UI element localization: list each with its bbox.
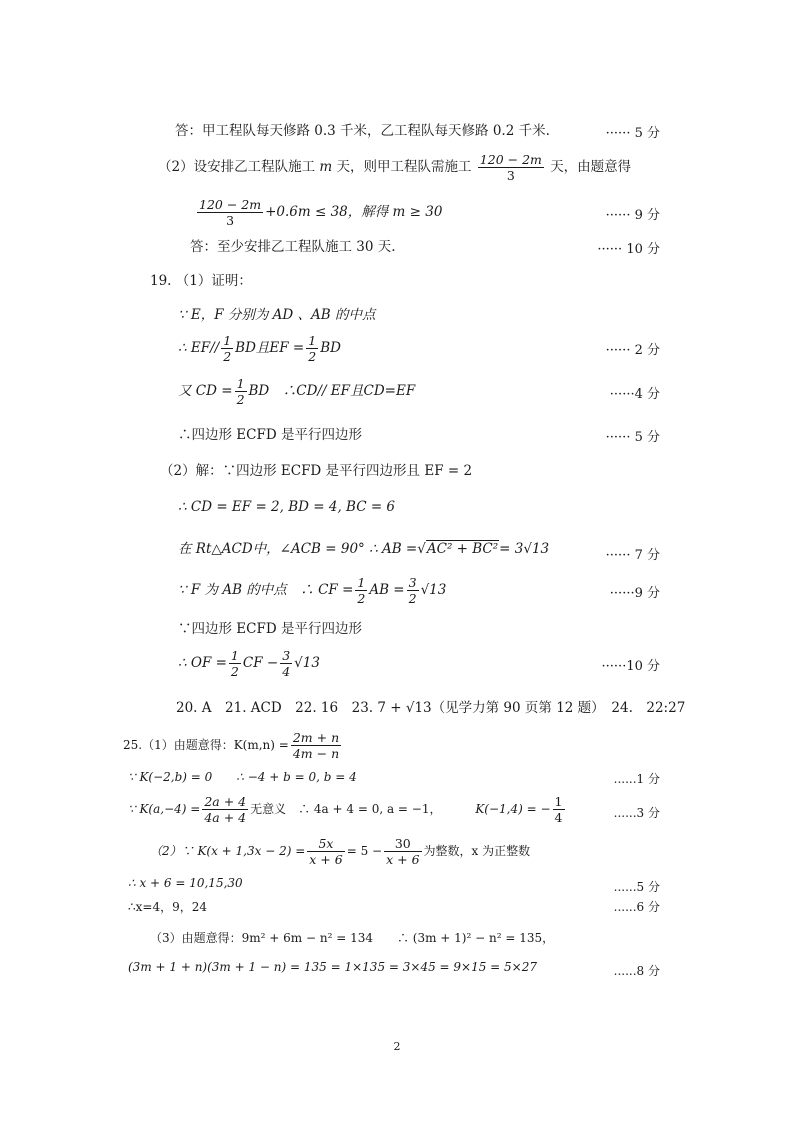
page-number: 2	[393, 1040, 401, 1053]
fraction: $\frac{2a + 4}{4a + 4}$	[204, 794, 247, 825]
fraction: $\frac{1}{2}$	[230, 648, 239, 679]
q18-part2-var: m	[319, 159, 333, 175]
score-q19-5: ······9 分	[609, 586, 660, 601]
q18-part2-mid: 天，则甲工程队需施工	[336, 159, 472, 175]
q19-line-5: （2）解：∵四边形 ECFD 是平行四边形且 EF = 2	[160, 463, 473, 479]
q19-line-3: 又 CD = $\frac{1}{2}$ BD ∴CD// EF且CD=EF	[178, 376, 416, 407]
fraction: $\frac{2m + n}{4m - n}$	[292, 730, 340, 761]
q19-line-10: ∴ OF = $\frac{1}{2}$ CF − $\frac{3}{4}$ √13	[178, 648, 320, 679]
score-q19-6: ······10 分	[601, 659, 660, 674]
score-q25-3: ......5 分	[613, 880, 660, 894]
q18-inequality: $\frac{120 - 2m}{3}$ +0.6m ≤ 38，解得 m ≥ 30	[199, 197, 443, 228]
score-q18-2: ······ 9 分	[605, 208, 660, 223]
score-q25-2: ......3 分	[613, 806, 660, 820]
q19-line-6: ∴ CD = EF = 2, BD = 4, BC = 6	[178, 499, 396, 515]
fraction: $\frac{3}{4}$	[282, 648, 291, 679]
q25-line-1: 25.（1）由题意得：K(m,n) = $\frac{2m + n}{4m - n}$	[123, 730, 340, 761]
q18-part2-lead: （2）设安排乙工程队施工	[158, 159, 316, 175]
score-q25-1: ......1 分	[613, 772, 660, 786]
fraction: $\frac{30}{x + 6}$	[386, 836, 420, 867]
fraction: $\frac{1}{2}$	[236, 376, 245, 407]
q18-answer-1: 答：甲工程队每天修路 0.3 千米，乙工程队每天修路 0.2 千米.	[175, 123, 550, 139]
q19-line-7: 在 Rt△ACD中，∠ACB = 90° ∴ AB =√AC² + BC²= 3√13	[178, 541, 550, 557]
q19-line-2: ∴ EF// $\frac{1}{2}$ BD且EF = $\frac{1}{2}$ BD	[178, 333, 341, 364]
fraction: $\frac{5x}{x + 6}$	[309, 836, 343, 867]
q25-line-7: （3）由题意得：9m² + 6m − n² = 134 ∴ (3m + 1)² − n² = 135，	[150, 931, 555, 945]
score-q25-4: ......6 分	[613, 900, 660, 914]
q18-answer-2: 答：至少安排乙工程队施工 30 天.	[190, 239, 396, 255]
fraction: $\frac{1}{2}$	[308, 333, 317, 364]
q25-line-8: (3m + 1 + n)(3m + 1 − n) = 135 = 1×135 = 3×45 = 9×15 = 5×27	[128, 960, 538, 974]
q19-line-1: ∵ E，F 分别为 AD 、AB 的中点	[178, 307, 376, 323]
fraction: $\frac{120 - 2m}{3}$	[479, 152, 542, 183]
fraction: $\frac{1}{2}$	[357, 575, 366, 606]
q25-line-6: ∴x=4，9，24	[128, 900, 207, 914]
score-q19-3: ······ 5 分	[605, 430, 660, 445]
q25-line-5: ∴ x + 6 = 10,15,30	[128, 876, 243, 890]
sqrt-expression: AC² + BC²	[426, 541, 499, 557]
score-q19-4: ······ 7 分	[605, 548, 660, 563]
fraction: $\frac{1}{4}$	[554, 794, 563, 825]
q19-line-4: ∴四边形 ECFD 是平行四边形	[178, 427, 362, 443]
q25-line-2: ∵ K(−2,b) = 0 ∴ −4 + b = 0, b = 4	[128, 770, 357, 784]
fraction: $\frac{120 - 2m}{3}$	[199, 197, 262, 228]
score-q25-5: ......8 分	[613, 964, 660, 978]
q18-part2-tail: 天，由题意得	[550, 159, 632, 175]
q25-line-4: （2）∵ K(x + 1,3x − 2) = $\frac{5x}{x + 6}$ = 5 − $\frac{30}{x + 6}$ 为整数，x 为正整数	[150, 836, 531, 867]
q19-line-8: ∵ F 为 AB 的中点 ∴ CF = $\frac{1}{2}$ AB = $\frac{3}{2}$ √13	[178, 575, 447, 606]
score-q19-1: ······ 2 分	[605, 343, 660, 358]
q19-line-9: ∵四边形 ECFD 是平行四边形	[178, 621, 362, 637]
q25-line-3: ∵ K(a,−4) = $\frac{2a + 4}{4a + 4}$ 无意义 ∴ 4a + 4 = 0, a = −1， K(−1,4) = − $\frac{1}{4}$	[128, 794, 563, 825]
score-q18-3: ······ 10 分	[597, 242, 660, 257]
fraction: $\frac{3}{2}$	[408, 575, 417, 606]
q18-part2-setup	[158, 152, 631, 183]
q19-title: 19. （1）证明：	[150, 273, 252, 289]
answers-20-24: 20. A 21. ACD 22. 16 23. 7 + √13（见学力第 90 页第 12 题） 24. 22:27	[176, 700, 686, 716]
fraction: $\frac{1}{2}$	[223, 333, 232, 364]
score-q19-2: ······4 分	[609, 387, 660, 402]
score-q18-1: ······ 5 分	[605, 126, 660, 141]
